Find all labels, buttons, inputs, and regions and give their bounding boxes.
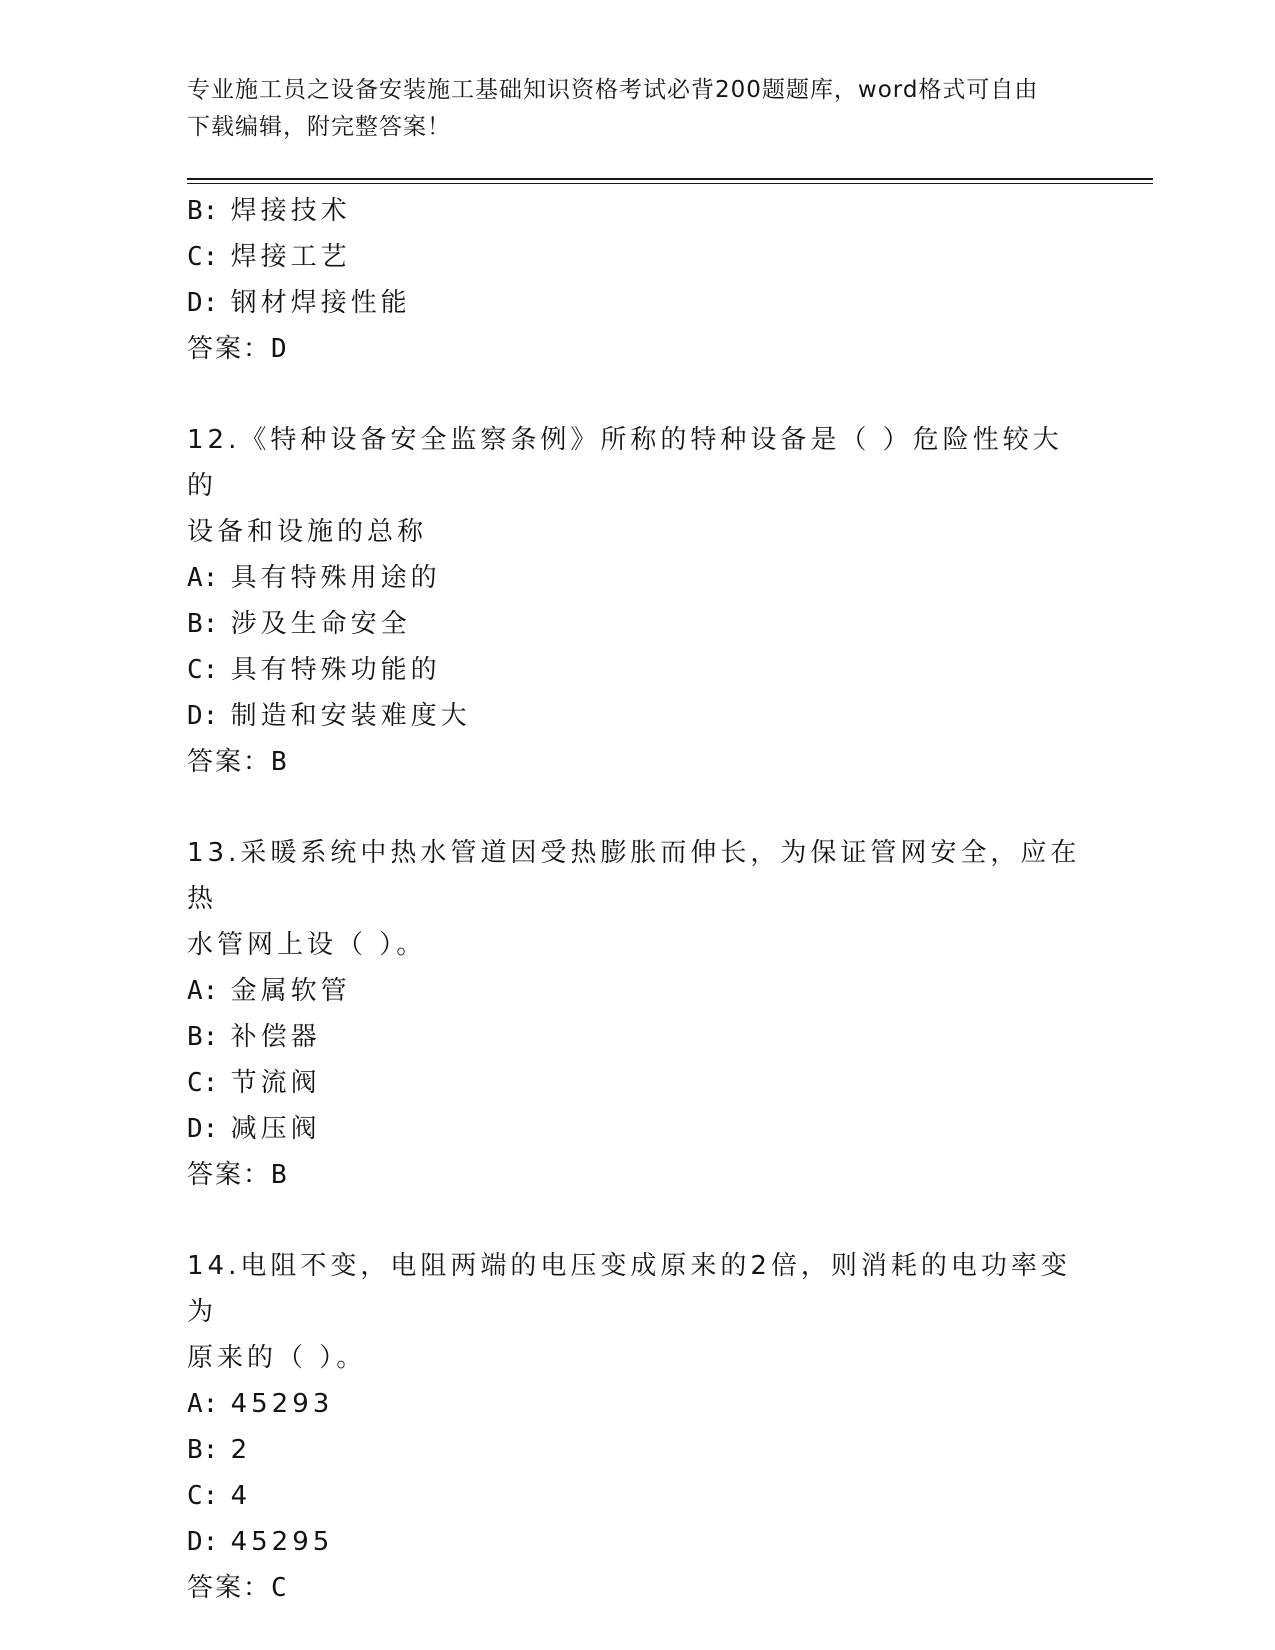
option-a bbox=[187, 1381, 1087, 1427]
option-letter: C: bbox=[187, 1068, 219, 1098]
option-text: 焊接工艺 bbox=[230, 242, 351, 272]
option-c bbox=[187, 647, 1087, 693]
answer-label: 答案： bbox=[187, 1573, 272, 1603]
option-letter: D: bbox=[187, 1114, 219, 1144]
option-text: 具有特殊功能的 bbox=[230, 655, 441, 685]
option-text: 减压阀 bbox=[230, 1114, 321, 1144]
question-text-line-1: 13.采暖系统中热水管道因受热膨胀而伸长，为保证管网安全，应在热 bbox=[187, 838, 1081, 914]
option-text: 2 bbox=[230, 1435, 252, 1465]
option-letter: B: bbox=[187, 609, 219, 639]
answer-label: 答案： bbox=[187, 1160, 272, 1190]
option-letter: B: bbox=[187, 196, 219, 226]
question-text-line-2: 水管网上设（ ）。 bbox=[187, 930, 427, 960]
option-d bbox=[187, 693, 1087, 739]
answer-value: B bbox=[271, 1160, 289, 1190]
option-letter: B: bbox=[187, 1435, 219, 1465]
option-c bbox=[187, 1473, 1087, 1519]
option-a bbox=[187, 968, 1087, 1014]
document-header bbox=[187, 72, 1087, 146]
question-13 bbox=[187, 830, 1087, 1198]
option-b bbox=[187, 188, 1087, 234]
option-text: 4 bbox=[230, 1481, 252, 1511]
header-line-1: 专业施工员之设备安装施工基础知识资格考试必背200题题库，word格式可自由 bbox=[187, 77, 1039, 103]
header-divider-thick bbox=[187, 178, 1153, 180]
option-text: 涉及生命安全 bbox=[230, 609, 411, 639]
answer-value: B bbox=[271, 747, 289, 777]
header-line-2: 下载编辑，附完整答案！ bbox=[187, 114, 451, 140]
question-text bbox=[187, 830, 1087, 968]
option-text: 45293 bbox=[230, 1389, 334, 1419]
option-letter: D: bbox=[187, 288, 219, 318]
option-letter: C: bbox=[187, 1481, 219, 1511]
spacer bbox=[187, 785, 1087, 830]
option-letter: A: bbox=[187, 976, 219, 1006]
question-text bbox=[187, 417, 1087, 555]
answer-line bbox=[187, 326, 1087, 372]
option-text: 金属软管 bbox=[230, 976, 351, 1006]
question-11-partial bbox=[187, 188, 1087, 372]
question-text-line-2: 设备和设施的总称 bbox=[187, 517, 428, 547]
option-text: 补偿器 bbox=[230, 1022, 321, 1052]
option-letter: A: bbox=[187, 1389, 219, 1419]
option-b bbox=[187, 1014, 1087, 1060]
question-text-line-1: 14.电阻不变，电阻两端的电压变成原来的2倍，则消耗的电功率变为 bbox=[187, 1251, 1071, 1327]
option-letter: C: bbox=[187, 242, 219, 272]
question-text-line-1: 12.《特种设备安全监察条例》所称的特种设备是（ ）危险性较大的 bbox=[187, 425, 1063, 501]
question-text bbox=[187, 1243, 1087, 1381]
question-text-line-2: 原来的（ ）。 bbox=[187, 1343, 367, 1373]
option-letter: D: bbox=[187, 701, 219, 731]
option-d bbox=[187, 1519, 1087, 1565]
question-14 bbox=[187, 1243, 1087, 1611]
option-b bbox=[187, 601, 1087, 647]
option-letter: C: bbox=[187, 655, 219, 685]
option-a bbox=[187, 555, 1087, 601]
option-c bbox=[187, 1060, 1087, 1106]
option-text: 节流阀 bbox=[230, 1068, 321, 1098]
option-letter: A: bbox=[187, 563, 219, 593]
option-letter: D: bbox=[187, 1527, 219, 1557]
header-divider-thin bbox=[187, 183, 1153, 184]
option-text: 焊接技术 bbox=[230, 196, 351, 226]
answer-value: D bbox=[271, 334, 289, 364]
option-text: 钢材焊接性能 bbox=[230, 288, 411, 318]
answer-value: C bbox=[271, 1573, 289, 1603]
option-c bbox=[187, 234, 1087, 280]
question-12 bbox=[187, 417, 1087, 785]
option-text: 45295 bbox=[230, 1527, 334, 1557]
spacer bbox=[187, 372, 1087, 417]
answer-label: 答案： bbox=[187, 747, 272, 777]
answer-line bbox=[187, 1152, 1087, 1198]
option-text: 具有特殊用途的 bbox=[230, 563, 441, 593]
answer-label: 答案： bbox=[187, 334, 272, 364]
spacer bbox=[187, 1198, 1087, 1243]
answer-line bbox=[187, 739, 1087, 785]
option-d bbox=[187, 280, 1087, 326]
option-text: 制造和安装难度大 bbox=[230, 701, 471, 731]
option-letter: B: bbox=[187, 1022, 219, 1052]
answer-line bbox=[187, 1565, 1087, 1611]
question-list bbox=[187, 188, 1087, 1611]
option-b bbox=[187, 1427, 1087, 1473]
option-d bbox=[187, 1106, 1087, 1152]
